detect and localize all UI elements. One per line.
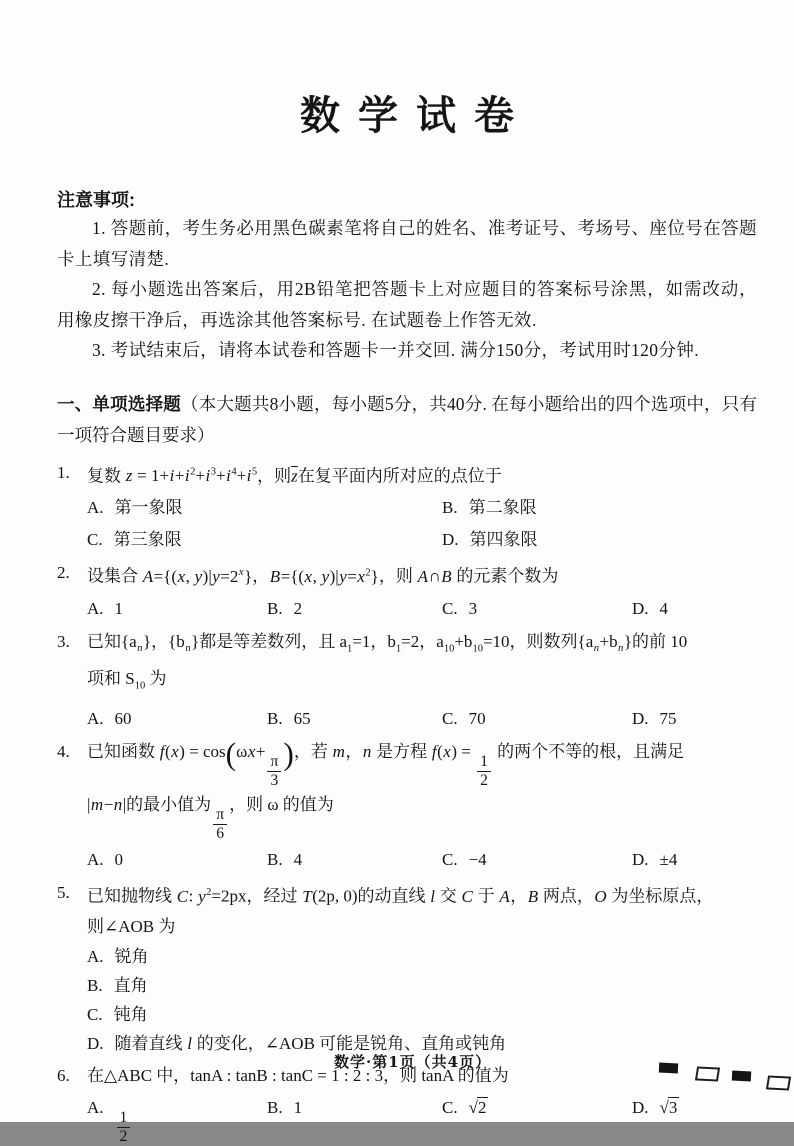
notice-section [57, 187, 757, 366]
radical-icon: √ [660, 1098, 669, 1117]
section-1-label: 一、单项选择题 [57, 394, 181, 414]
fraction-pi-over-6: $\frac{\pi}{6}$ [213, 806, 227, 843]
question-3-number: 3. [57, 627, 87, 657]
question-3-body [87, 627, 757, 734]
q5-option-a: A. 锐角 [87, 943, 757, 971]
stem-math: $z = 1+i+i^2+i^3+i^4+i^5$ [125, 466, 257, 485]
section-1-heading [57, 389, 757, 451]
question-5-options [87, 943, 757, 1058]
question-3-stem-line-2: 项和 $S_{10}$ 为 [87, 664, 757, 701]
question-1-number: 1. [57, 458, 87, 488]
question-1-body [87, 458, 757, 556]
right-parenthesis: ) [283, 736, 293, 771]
stem-text: 复数 [87, 466, 125, 485]
q3-option-a: A. 60 [87, 704, 267, 734]
radical-icon: √ [469, 1098, 478, 1117]
stem-math: B={(x, $y)|y=x^2$} [269, 567, 379, 586]
registration-mark-outline-2 [766, 1075, 791, 1090]
stem-text: 已知函数 [87, 742, 159, 761]
q5-option-d: D. 随着直线 l 的变化，∠AOB 可能是锐角、直角或钝角 [87, 1030, 757, 1058]
stem-math: f(x) = cos [159, 742, 225, 761]
question-6-body [87, 1061, 757, 1146]
q3-option-d: D. 75 [632, 704, 757, 734]
question-1-options-row-1 [87, 493, 757, 523]
question-4-body [87, 737, 757, 876]
stem-math: A={(x, $y)|y=2^x$} [142, 567, 252, 586]
q4-option-b: B. 4 [267, 845, 442, 875]
q4-option-a: A. 0 [87, 845, 267, 875]
question-6-options [87, 1093, 757, 1146]
question-3-options [87, 704, 757, 734]
question-4-options [87, 845, 757, 875]
question-5-number: 5. [57, 878, 87, 908]
stem-text: 设集合 [87, 567, 142, 586]
question-1-stem [87, 458, 757, 492]
q1-option-b: B. 第二象限 [442, 493, 757, 523]
question-2-number: 2. [57, 558, 87, 588]
footer-page-label: 数学·第1页（共4页） [334, 1051, 491, 1072]
registration-mark-filled-1 [659, 1063, 678, 1074]
q3-option-c: C. 70 [442, 704, 632, 734]
stem-math: A∩B [417, 567, 452, 586]
question-5 [57, 878, 757, 1058]
stem-text: 的两个不等的根，且满足 [493, 742, 684, 761]
notice-item-3: 3. 考试结束后，请将本试卷和答题卡一并交回. 满分150分，考试用时120分钟. [57, 335, 757, 366]
q2-option-a: A. 1 [87, 594, 267, 624]
q6-option-d: D. √3 [632, 1093, 757, 1146]
question-list [57, 458, 757, 1146]
q1-option-a: A. 第一象限 [87, 493, 442, 523]
question-3 [57, 627, 757, 734]
q5-option-b: B. 直角 [87, 972, 757, 1000]
notice-item-1: 1. 答题前，考生务必用黑色碳素笔将自己的姓名、准考证号、考场号、座位号在答题卡上填写清楚. [57, 213, 757, 274]
question-2-options [87, 594, 757, 624]
stem-math: |m−n|的最小值为 [87, 795, 211, 814]
question-4-stem-line-1 [87, 737, 757, 790]
q6-option-c: C. √2 [442, 1093, 632, 1146]
q1-option-d: D. 第四象限 [442, 525, 757, 555]
fraction-pi-over-3: $\frac{\pi}{3}$ [267, 753, 281, 790]
stem-math: ，若 m，n 是方程 [294, 742, 432, 761]
page-content [57, 0, 757, 1146]
section-1-description: （本大题共8小题，每小题5分，共40分. 在每小题给出的四个选项中，只有一项符合题目要求） [57, 394, 757, 445]
registration-mark-filled-2 [732, 1071, 751, 1082]
question-4-number: 4. [57, 737, 87, 767]
question-1 [57, 458, 757, 556]
sqrt-2: √2 [469, 1098, 489, 1117]
q3-option-b: B. 65 [267, 704, 442, 734]
notice-heading: 注意事项: [57, 187, 757, 213]
question-4-stem-line-2 [87, 790, 757, 843]
stem-math: ，则 ω 的值为 [229, 795, 334, 814]
question-4 [57, 737, 757, 876]
question-6 [57, 1061, 757, 1146]
q6-option-b: B. 1 [267, 1093, 442, 1146]
question-2-stem: 设集合 A={(x, $y)|y=2^x$}，B={(x, $y)|y=x^2$}，则 A∩B 的元素个数为 [87, 558, 757, 592]
stem-text: ，则 [257, 466, 291, 485]
question-6-stem: 在△ABC 中，tanA : tanB : tanC = 1 : 2 : 3，则 tanA 的值为 [87, 1061, 757, 1091]
left-parenthesis: ( [226, 736, 236, 771]
sqrt-3: √3 [660, 1098, 680, 1117]
registration-mark-outline-1 [695, 1066, 720, 1081]
q5-option-c: C. 钝角 [87, 1001, 757, 1029]
question-3-stem-line-1: 已知$\{a_n\}$，$\{b_n\}$都是等差数列，且 $a_1=1$，$b_1=2$，$a_{10}+b_{10}=10$，则数列$\{a_n+b_n\}$的前 10 [87, 627, 757, 664]
question-5-body [87, 878, 757, 1058]
page-title: 数学试卷 [57, 84, 757, 141]
q2-option-b: B. 2 [267, 594, 442, 624]
notice-item-2: 2. 每小题选出答案后，用2B铅笔把答题卡上对应题目的答案标号涂黑，如需改动，用橡皮擦干净后，再选涂其他答案标号. 在试题卷上作答无效. [57, 274, 757, 335]
question-6-number: 6. [57, 1061, 87, 1091]
question-5-stem-line-2: 则∠AOB 为 [87, 912, 757, 942]
question-2-body [87, 558, 757, 624]
q4-option-c: C. −4 [442, 845, 632, 875]
stem-text: 在复平面内所对应的点位于 [298, 466, 502, 485]
stem-math: f(x) = [431, 742, 475, 761]
q6-option-a: A. $\frac{1}{2}$ [87, 1093, 267, 1146]
fraction-1-over-2: $\frac{1}{2}$ [117, 1109, 131, 1146]
z-conjugate: $\overline{z}$ [291, 466, 298, 485]
stem-math: ωx+ [236, 742, 265, 761]
fraction-1-over-2: $\frac{1}{2}$ [477, 753, 491, 790]
q2-option-d: D. 4 [632, 594, 757, 624]
q2-option-c: C. 3 [442, 594, 632, 624]
question-5-stem-line-1: 已知抛物线 C: $y^2=2px$，经过 T(2p, 0)的动直线 l 交 C 于 A，B 两点，O 为坐标原点， [87, 878, 757, 912]
q4-option-d: D. ±4 [632, 845, 757, 875]
question-1-options-row-2 [87, 525, 757, 555]
question-2 [57, 558, 757, 624]
q1-option-c: C. 第三象限 [87, 525, 442, 555]
